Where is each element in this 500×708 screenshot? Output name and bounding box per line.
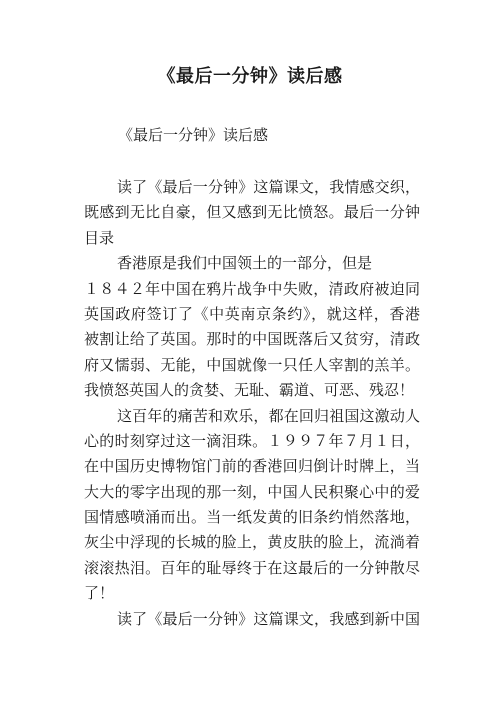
body-text-line: 读了《最后一分钟》这篇课文，我情感交织， xyxy=(117,178,420,196)
body-text-line: 被割让给了英国。那时的中国既落后又贫穷，清政 xyxy=(84,330,420,349)
document-title: 《最后一分钟》读后感 xyxy=(157,66,343,87)
body-text-line: 了！ xyxy=(84,584,115,603)
body-text-line: 香港原是我们中国领土的一部分，但是 xyxy=(117,254,373,273)
body-text-line: 读了《最后一分钟》这篇课文，我感到新中国 xyxy=(117,609,420,628)
body-text-line: 在中国历史博物馆门前的香港回归倒计时牌上，当 xyxy=(84,457,420,476)
body-text-line: 灰尘中浮现的长城的脸上，黄皮肤的脸上，流淌着 xyxy=(84,533,420,552)
body-text-line: １８４２年中国在鸦片战争中失败，清政府被迫同 xyxy=(84,279,420,298)
body-text-line: 滚滚热泪。百年的耻辱终于在这最后的一分钟散尽 xyxy=(84,558,420,577)
body-text-line: 我愤怒英国人的贪婪、无耻、霸道、可恶、残忍！ xyxy=(84,381,415,400)
document-subtitle: 《最后一分钟》读后感 xyxy=(118,126,269,144)
body-text-line: 既感到无比自豪，但又感到无比愤怒。最后一分钟 xyxy=(84,203,420,222)
body-text-line: 英国政府签订了《中英南京条约》，就这样，香港 xyxy=(84,304,420,323)
body-text-line: 这百年的痛苦和欢乐，都在回归祖国这激动人 xyxy=(117,406,420,425)
body-text-line: 国情感喷涌而出。当一纸发黄的旧条约悄然落地， xyxy=(84,508,420,527)
body-text-line: 大大的零字出现的那一刻，中国人民积聚心中的爱 xyxy=(84,482,420,501)
body-text-line: 目录 xyxy=(84,228,115,247)
document-body xyxy=(84,175,420,632)
body-text-line: 心的时刻穿过这一滴泪珠。１９９７年７月１日， xyxy=(84,431,420,450)
body-text-line: 府又懦弱、无能，中国就像一只任人宰割的羔羊。 xyxy=(84,355,420,374)
